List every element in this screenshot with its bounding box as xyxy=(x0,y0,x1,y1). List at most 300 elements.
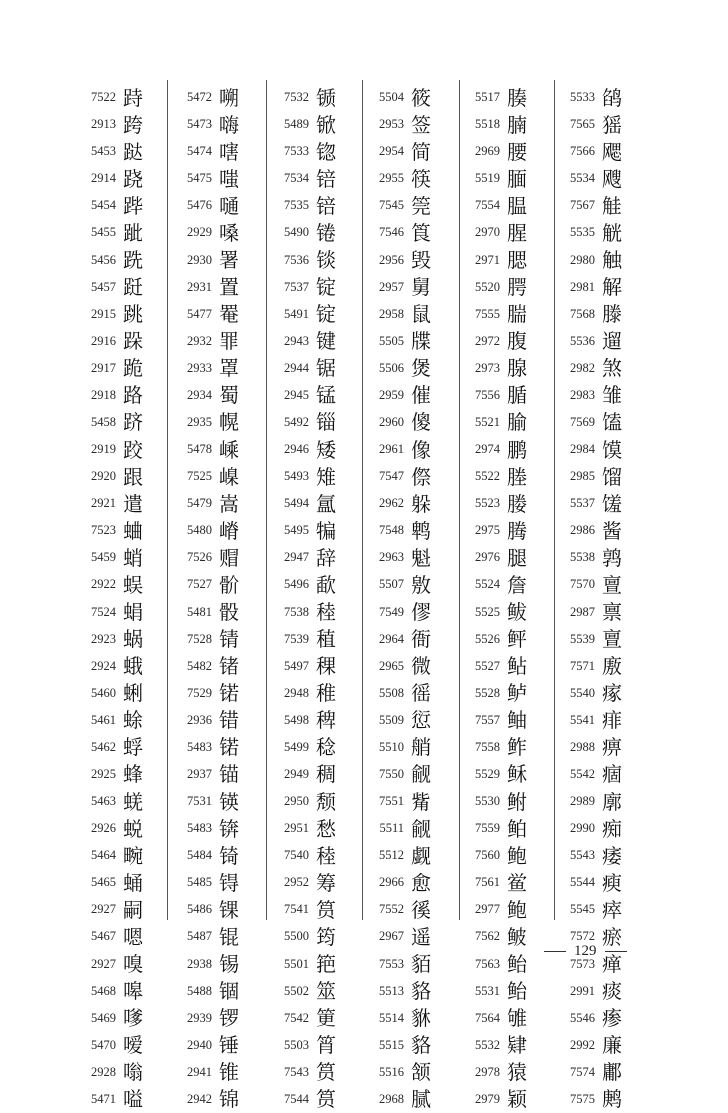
character-entry xyxy=(82,653,143,680)
code-number: 7548 xyxy=(379,523,404,538)
character-entry xyxy=(178,788,239,815)
character-entry xyxy=(82,815,143,842)
hanzi-character: 鲎 xyxy=(507,870,527,895)
character-entry xyxy=(273,301,336,328)
code-number: 2971 xyxy=(475,252,500,267)
code-number: 5456 xyxy=(91,252,116,267)
code-number: 5459 xyxy=(91,550,116,565)
character-entry xyxy=(273,626,336,653)
code-number: 5503 xyxy=(284,1037,309,1052)
hanzi-character: 鹎 xyxy=(411,518,431,543)
code-number: 7565 xyxy=(570,117,595,132)
code-number: 5493 xyxy=(284,469,309,484)
hanzi-character: 嗣 xyxy=(123,897,143,922)
character-entry xyxy=(273,896,336,923)
character-entry xyxy=(370,219,431,246)
character-entry xyxy=(466,680,527,707)
code-number: 2935 xyxy=(187,414,212,429)
hanzi-character: 锝 xyxy=(219,870,239,895)
hanzi-character: 蜗 xyxy=(123,627,143,652)
hanzi-character: 跶 xyxy=(123,139,143,164)
hanzi-character: 飕 xyxy=(602,166,622,191)
character-entry xyxy=(466,707,527,734)
character-entry xyxy=(561,734,622,761)
code-number: 7531 xyxy=(187,794,212,809)
character-entry xyxy=(370,707,431,734)
hanzi-character: 跨 xyxy=(123,112,143,137)
character-entry xyxy=(273,1059,336,1086)
hanzi-character: 觎 xyxy=(411,762,431,787)
code-number: 7523 xyxy=(91,523,116,538)
character-entry xyxy=(82,869,143,896)
code-number: 5537 xyxy=(570,496,595,511)
character-entry xyxy=(561,409,622,436)
character-entry xyxy=(82,1086,143,1113)
hanzi-character: 畹 xyxy=(123,843,143,868)
character-entry xyxy=(178,978,239,1005)
hanzi-character: 煞 xyxy=(602,356,622,381)
code-number: 2938 xyxy=(187,956,212,971)
hanzi-character: 猺 xyxy=(602,112,622,137)
hanzi-character: 锞 xyxy=(219,897,239,922)
character-entry xyxy=(466,761,527,788)
code-number: 2948 xyxy=(284,685,309,700)
code-number: 7562 xyxy=(475,929,500,944)
hanzi-character: 罨 xyxy=(219,302,239,327)
code-number: 7528 xyxy=(187,631,212,646)
hanzi-character: 跺 xyxy=(123,329,143,354)
code-number: 2978 xyxy=(475,1064,500,1079)
character-entry xyxy=(273,788,336,815)
hanzi-character: 瘆 xyxy=(602,1006,622,1031)
character-entry xyxy=(561,544,622,571)
hanzi-character: 稑 xyxy=(316,600,336,625)
hanzi-character: 鲍 xyxy=(507,897,527,922)
code-number: 2934 xyxy=(187,387,212,402)
hanzi-character: 锡 xyxy=(219,952,239,977)
hanzi-character: 稠 xyxy=(316,762,336,787)
character-entry xyxy=(178,192,239,219)
column-4 xyxy=(370,84,431,1113)
character-entry xyxy=(561,355,622,382)
code-number: 5481 xyxy=(187,604,212,619)
hanzi-character: 蜎 xyxy=(123,600,143,625)
character-entry xyxy=(273,978,336,1005)
hanzi-character: 腨 xyxy=(507,302,527,327)
code-number: 5480 xyxy=(187,523,212,538)
character-entry xyxy=(273,571,336,598)
character-entry xyxy=(82,1032,143,1059)
character-entry xyxy=(370,138,431,165)
code-number: 7546 xyxy=(379,225,404,240)
character-entry xyxy=(561,598,622,625)
hanzi-character: 嗲 xyxy=(123,1006,143,1031)
character-entry xyxy=(370,84,431,111)
hanzi-character: 腽 xyxy=(507,193,527,218)
character-entry xyxy=(178,734,239,761)
code-number: 5504 xyxy=(379,90,404,105)
hanzi-character: 嗳 xyxy=(123,1033,143,1058)
code-number: 5482 xyxy=(187,658,212,673)
character-entry xyxy=(273,219,336,246)
hanzi-character: 锯 xyxy=(316,356,336,381)
character-entry xyxy=(466,869,527,896)
hanzi-character: 腹 xyxy=(507,329,527,354)
code-number: 2980 xyxy=(570,252,595,267)
character-entry xyxy=(370,1005,431,1032)
hanzi-character: 跳 xyxy=(123,302,143,327)
hanzi-character: 锫 xyxy=(316,193,336,218)
character-entry xyxy=(561,1032,622,1059)
hanzi-character: 锩 xyxy=(316,220,336,245)
hanzi-character: 跻 xyxy=(123,410,143,435)
character-entry xyxy=(82,274,143,301)
code-number: 2959 xyxy=(379,387,404,402)
character-entry xyxy=(178,815,239,842)
character-entry xyxy=(370,192,431,219)
character-entry xyxy=(561,815,622,842)
character-entry xyxy=(82,571,143,598)
character-entry xyxy=(82,84,143,111)
character-entry xyxy=(466,1032,527,1059)
character-entry xyxy=(273,951,336,978)
code-number: 2958 xyxy=(379,306,404,321)
code-number: 2936 xyxy=(187,712,212,727)
hanzi-character: 筷 xyxy=(411,166,431,191)
hanzi-character: 衙 xyxy=(411,627,431,652)
hanzi-character: 氲 xyxy=(316,491,336,516)
hanzi-character: 筦 xyxy=(411,193,431,218)
hanzi-character: 腻 xyxy=(411,1087,431,1112)
code-number: 7573 xyxy=(570,956,595,971)
character-entry xyxy=(178,896,239,923)
hanzi-character: 痹 xyxy=(602,735,622,760)
character-entry xyxy=(561,1059,622,1086)
code-number: 2967 xyxy=(379,929,404,944)
code-number: 5510 xyxy=(379,739,404,754)
code-number: 5534 xyxy=(570,171,595,186)
character-entry xyxy=(370,544,431,571)
character-entry xyxy=(466,301,527,328)
code-number: 5519 xyxy=(475,171,500,186)
hanzi-character: 简 xyxy=(411,139,431,164)
column-divider xyxy=(554,80,555,920)
code-number: 2960 xyxy=(379,414,404,429)
character-entry xyxy=(466,328,527,355)
code-number: 5465 xyxy=(91,875,116,890)
code-number: 2943 xyxy=(284,333,309,348)
code-number: 5526 xyxy=(475,631,500,646)
character-entry xyxy=(82,761,143,788)
character-entry xyxy=(561,84,622,111)
code-number: 5502 xyxy=(284,983,309,998)
hanzi-character: 颓 xyxy=(316,789,336,814)
column-divider xyxy=(167,80,168,920)
hanzi-character: 鲇 xyxy=(507,654,527,679)
code-number: 5455 xyxy=(91,225,116,240)
code-number: 2926 xyxy=(91,821,116,836)
character-entry xyxy=(466,192,527,219)
hanzi-character: 貊 xyxy=(411,952,431,977)
hanzi-character: 罩 xyxy=(219,356,239,381)
code-number: 5475 xyxy=(187,171,212,186)
character-entry xyxy=(273,111,336,138)
hanzi-character: 愆 xyxy=(411,708,431,733)
column-divider xyxy=(459,80,460,920)
hanzi-character: 辞 xyxy=(316,545,336,570)
character-entry xyxy=(370,355,431,382)
hanzi-character: 腮 xyxy=(507,248,527,272)
code-number: 5515 xyxy=(379,1037,404,1052)
hanzi-character: 锘 xyxy=(219,735,239,760)
character-entry xyxy=(273,463,336,490)
hanzi-character: 筤 xyxy=(411,220,431,245)
code-number: 7540 xyxy=(284,848,309,863)
code-number: 5517 xyxy=(475,90,500,105)
character-entry xyxy=(82,680,143,707)
character-entry xyxy=(466,842,527,869)
code-number: 7545 xyxy=(379,198,404,213)
hanzi-character: 嗯 xyxy=(123,924,143,949)
character-entry xyxy=(466,219,527,246)
hanzi-character: 锢 xyxy=(219,979,239,1004)
hanzi-character: 媵 xyxy=(507,491,527,516)
code-number: 7524 xyxy=(91,604,116,619)
hanzi-character: 腥 xyxy=(507,220,527,245)
code-number: 2991 xyxy=(570,983,595,998)
code-number: 5507 xyxy=(379,577,404,592)
hanzi-character: 鹐 xyxy=(602,85,622,110)
hanzi-character: 锰 xyxy=(316,383,336,408)
hanzi-character: 遥 xyxy=(411,924,431,949)
hanzi-character: 蛾 xyxy=(123,654,143,679)
code-number: 5470 xyxy=(91,1037,116,1052)
hanzi-character: 鲋 xyxy=(507,789,527,814)
code-number: 2924 xyxy=(91,658,116,673)
code-number: 5460 xyxy=(91,685,116,700)
hanzi-character: 蜊 xyxy=(123,681,143,706)
code-number: 2942 xyxy=(187,1091,212,1106)
code-number: 5488 xyxy=(187,983,212,998)
character-entry xyxy=(561,1086,622,1113)
code-number: 2929 xyxy=(187,225,212,240)
character-entry xyxy=(466,517,527,544)
character-entry xyxy=(82,896,143,923)
hanzi-character: 跹 xyxy=(123,275,143,300)
code-number: 2987 xyxy=(570,604,595,619)
character-entry xyxy=(370,978,431,1005)
code-number: 7551 xyxy=(379,794,404,809)
code-number: 2972 xyxy=(475,333,500,348)
code-number: 2919 xyxy=(91,442,116,457)
code-number: 5485 xyxy=(187,875,212,890)
code-number: 7533 xyxy=(284,144,309,159)
character-entry xyxy=(178,680,239,707)
code-number: 2981 xyxy=(570,279,595,294)
code-number: 7552 xyxy=(379,902,404,917)
character-entry xyxy=(82,978,143,1005)
hanzi-character: 锘 xyxy=(219,681,239,706)
character-entry xyxy=(178,355,239,382)
character-entry xyxy=(273,84,336,111)
character-entry xyxy=(466,734,527,761)
hanzi-character: 筼 xyxy=(316,1060,336,1085)
code-number: 7536 xyxy=(284,252,309,267)
hanzi-character: 腧 xyxy=(507,410,527,435)
code-number: 5500 xyxy=(284,929,309,944)
character-entry xyxy=(561,301,622,328)
hanzi-character: 鲅 xyxy=(507,600,527,625)
code-number: 5527 xyxy=(475,658,500,673)
hanzi-character: 腰 xyxy=(507,139,527,164)
hanzi-character: 詹 xyxy=(507,572,527,597)
code-number: 2927 xyxy=(91,956,116,971)
code-number: 7570 xyxy=(570,577,595,592)
code-number: 2928 xyxy=(91,1064,116,1079)
code-number: 7566 xyxy=(570,144,595,159)
column-3 xyxy=(273,84,336,1113)
code-number: 2945 xyxy=(284,387,309,402)
character-entry xyxy=(273,165,336,192)
character-entry xyxy=(82,707,143,734)
code-number: 2951 xyxy=(284,821,309,836)
hanzi-character: 腿 xyxy=(507,545,527,570)
character-entry xyxy=(561,978,622,1005)
character-entry xyxy=(370,815,431,842)
code-number: 5490 xyxy=(284,225,309,240)
hanzi-character: 遛 xyxy=(602,329,622,354)
hanzi-character: 触 xyxy=(602,248,622,272)
character-entry xyxy=(466,490,527,517)
code-number: 5473 xyxy=(187,117,212,132)
character-entry xyxy=(82,598,143,625)
code-number: 5536 xyxy=(570,333,595,348)
hanzi-character: 痱 xyxy=(602,708,622,733)
character-entry xyxy=(466,355,527,382)
code-number: 7574 xyxy=(570,1064,595,1079)
code-number: 7557 xyxy=(475,712,500,727)
character-entry xyxy=(178,761,239,788)
hanzi-character: 锳 xyxy=(219,789,239,814)
character-entry xyxy=(82,301,143,328)
character-entry xyxy=(370,788,431,815)
code-number: 5494 xyxy=(284,496,309,511)
hanzi-character: 煲 xyxy=(411,356,431,381)
character-entry xyxy=(178,246,239,273)
character-entry xyxy=(370,517,431,544)
code-number: 5489 xyxy=(284,117,309,132)
code-number: 7543 xyxy=(284,1064,309,1079)
code-number: 2963 xyxy=(379,550,404,565)
code-number: 7539 xyxy=(284,631,309,646)
hanzi-character: 魁 xyxy=(411,545,431,570)
code-number: 2966 xyxy=(379,875,404,890)
character-entry xyxy=(561,192,622,219)
character-entry xyxy=(370,869,431,896)
code-number: 7568 xyxy=(570,306,595,321)
code-number: 5535 xyxy=(570,225,595,240)
hanzi-character: 鹑 xyxy=(602,545,622,570)
hanzi-character: 僇 xyxy=(411,600,431,625)
code-number: 7549 xyxy=(379,604,404,619)
character-entry xyxy=(82,355,143,382)
hanzi-character: 锗 xyxy=(219,654,239,679)
hanzi-character: 蜈 xyxy=(123,572,143,597)
code-number: 7526 xyxy=(187,550,212,565)
code-number: 2970 xyxy=(475,225,500,240)
hanzi-character: 鲏 xyxy=(507,924,527,949)
character-entry xyxy=(561,246,622,273)
character-entry xyxy=(466,463,527,490)
code-number: 2979 xyxy=(475,1091,500,1106)
hanzi-character: 腠 xyxy=(507,85,527,110)
code-number: 5484 xyxy=(187,848,212,863)
hanzi-character: 蛸 xyxy=(123,545,143,570)
character-entry xyxy=(178,274,239,301)
hanzi-character: 蜉 xyxy=(123,735,143,760)
character-entry xyxy=(82,1059,143,1086)
character-entry xyxy=(370,1059,431,1086)
character-entry xyxy=(370,1032,431,1059)
code-number: 2952 xyxy=(284,875,309,890)
hanzi-character: 雏 xyxy=(602,383,622,408)
character-entry xyxy=(273,246,336,273)
code-number: 5522 xyxy=(475,469,500,484)
hanzi-character: 瘃 xyxy=(602,681,622,706)
code-number: 5462 xyxy=(91,739,116,754)
hanzi-character: 颖 xyxy=(507,1087,527,1112)
character-entry xyxy=(178,436,239,463)
hanzi-character: 骱 xyxy=(219,572,239,597)
character-entry xyxy=(178,951,239,978)
code-number: 2984 xyxy=(570,442,595,457)
hanzi-character: 锧 xyxy=(316,85,336,110)
code-number: 5533 xyxy=(570,90,595,105)
character-entry xyxy=(82,219,143,246)
character-entry xyxy=(466,274,527,301)
character-entry xyxy=(561,490,622,517)
hanzi-character: 稙 xyxy=(316,627,336,652)
code-number: 7522 xyxy=(91,90,116,105)
code-number: 5469 xyxy=(91,1010,116,1025)
character-entry xyxy=(178,653,239,680)
code-number: 2932 xyxy=(187,333,212,348)
hanzi-character: 置 xyxy=(219,275,239,300)
hanzi-character: 瘁 xyxy=(602,897,622,922)
code-number: 5471 xyxy=(91,1091,116,1106)
code-number: 2921 xyxy=(91,496,116,511)
character-entry xyxy=(178,598,239,625)
code-number: 2939 xyxy=(187,1010,212,1025)
character-entry xyxy=(178,382,239,409)
hanzi-character: 猿 xyxy=(507,1060,527,1085)
hanzi-character: 稚 xyxy=(316,681,336,706)
code-number: 5541 xyxy=(570,712,595,727)
hanzi-character: 徭 xyxy=(411,681,431,706)
character-entry xyxy=(370,463,431,490)
code-number: 2989 xyxy=(570,794,595,809)
hanzi-character: 鲍 xyxy=(507,843,527,868)
hanzi-character: 愁 xyxy=(316,816,336,841)
code-number: 5525 xyxy=(475,604,500,619)
character-entry xyxy=(273,328,336,355)
character-entry xyxy=(82,138,143,165)
hanzi-character: 痰 xyxy=(602,979,622,1004)
character-entry xyxy=(178,707,239,734)
code-number: 2968 xyxy=(379,1091,404,1106)
code-number: 2976 xyxy=(475,550,500,565)
character-entry xyxy=(561,436,622,463)
